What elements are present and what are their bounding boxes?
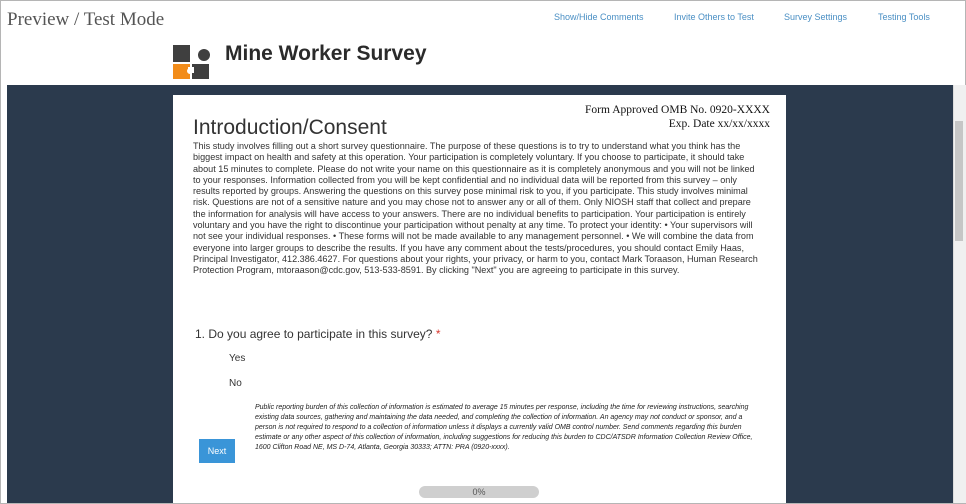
option-yes[interactable]: Yes xyxy=(229,353,246,364)
show-hide-comments-link[interactable]: Show/Hide Comments xyxy=(554,12,644,22)
option-no[interactable]: No xyxy=(229,378,242,389)
scrollbar-thumb[interactable] xyxy=(955,121,963,241)
next-button[interactable]: Next xyxy=(199,439,235,463)
survey-header xyxy=(1,37,965,85)
omb-notice xyxy=(585,103,770,131)
progress-bar: 0% xyxy=(419,486,539,498)
section-title: Introduction/Consent xyxy=(193,116,387,139)
question-1 xyxy=(195,327,440,341)
survey-page xyxy=(173,95,786,503)
survey-title: Mine Worker Survey xyxy=(225,42,427,65)
required-marker: * xyxy=(435,327,441,341)
preview-toolbar xyxy=(1,1,965,37)
puzzle-logo-icon xyxy=(171,43,213,81)
survey-settings-link[interactable]: Survey Settings xyxy=(784,12,848,22)
testing-tools-link[interactable]: Testing Tools xyxy=(878,12,930,22)
burden-statement: Public reporting burden of this collection of information is estimated to average 15 minutes per response, including the time for reviewing instructions, searching existing data sources, gathering and maintaining the data needed, and completing the collection of information. An agency may not conduct or sponsor, and a person is not required to respond to a collection of information unless it displays a currently valid OMB control number. Send comments regarding this burden estimate or any other aspect of this collection of information, including suggestions for reducing this burden to CDC/ATSDR Information Collection Review Office, 1600 Clifton Road NE, MS D-74, Atlanta, Georgia 30333; ATTN: PRA (0920-xxxx). xyxy=(255,404,753,451)
omb-expiration: Exp. Date xx/xx/xxxx xyxy=(668,118,770,130)
question-text: 1. Do you agree to participate in this survey? xyxy=(195,327,433,341)
omb-number: Form Approved OMB No. 0920-XXXX xyxy=(585,104,770,116)
mode-title: Preview / Test Mode xyxy=(7,9,165,30)
consent-text: This study involves filling out a short survey questionnaire. The purpose of these questions is to try to understand what you think has the biggest impact on health and safety at this operation. Your participation is completely voluntary. If you choose to participate, it should take about 15 minutes to complete. Please do not write your name on this questionnaire as it is completely anonymous and you will not be linked to your responses. Information collected from you will be kept confidential and no individual data will be reported from this survey – only results reported by groups. Answering the questions on this survey pose minimal risk to you, if you participate. This study involves minimal risk. Questions are not of a sensitive nature and you may chose not to answer any or all of them. Only NIOSH staff that collect and prepare the information for analysis will have access to your answers. There are no individual benefits to participation. Your participation is entirely voluntary and you have the right to discontinue your participation without penalty at any time. To protect your identity: • Your supervisors will not see your individual responses. • These forms will not be made available to any management personnel. • We will combine the data from everyone into larger groups to describe the results. If you have any comment about the tests/procedures, you should contact Emily Haas, Principal Investigator, 412.386.4627. For questions about your rights, your privacy, or harm to you, contact Mark Toraason, Human Research Protection Program, mtoraason@cdc.gov, 513-533-8591. By clicking "Next" you are agreeing to participate in this survey. xyxy=(193,141,758,276)
invite-others-link[interactable]: Invite Others to Test xyxy=(674,12,754,22)
